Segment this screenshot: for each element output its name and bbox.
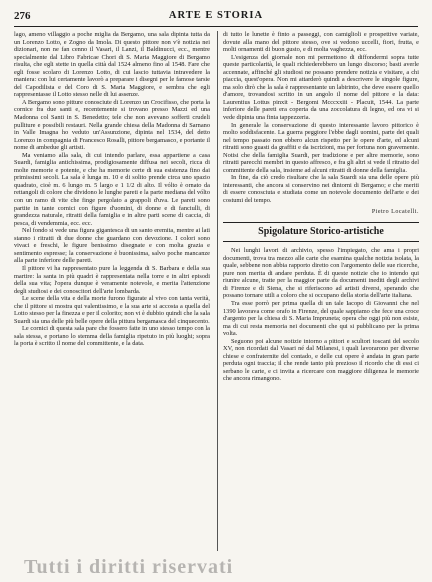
author-signature: Pietro Locatelli.	[371, 208, 419, 215]
paragraph: Nei lunghi lavori di archivio, spesso l'impiegato, che ama i propri documenti, trova tra mezzo alle carte che esamina qualche notizia isolata, la quale, sebbene non abbia rapporto diretto con l'argomento delle sue ricerche, pure non merita di andare perduta. È di queste notizie che io intendo qui riunire alcune, tratte per la maggior parte da documenti inediti degli archivi di Firenze e di Siena, che si riferiscono ad artisti diversi, sperando che possano tornare utili a coloro che si occupano della storia dell'arte italiana.	[223, 247, 419, 300]
header-rule	[14, 26, 418, 27]
paragraph: Le scene della vita e della morte furono figurate al vivo con tanta verità, che il pittore si mostra qui valentissimo, e la sua arte si accosta a quella del Lotto stesso per la finezza e per il colorito; non vi è dubbio quindi che la sala Suardi sia una delle più belle opere della pittura bergamasca del cinquecento.	[14, 295, 210, 325]
paragraph: lago, ameno villaggio a poche miglia da Bergamo, una sala dipinta tutta da un Lorenzo Lotto, e Zogno da Imola. Di questo pittore non v'è notizia nei dizionari, non ne fan cenno il Vasari, il Lanzi, il Baldinucci, ecc., mentre specialmente dal Libro Fabricae Chori di S. Maria Maggiore di Bergamo risulta, che egli stette in quella città dal 1524 almeno fino al 1548. Fare che egli fosse scolaro di Lorenzo Lotto, di cui lascio tuttavia intravedere la maniera: con lui certamente lavorò a preparare i disegni per le famose tarsie del Capodilista e del Coro di S. Maria Maggiore, e sembra che egli rappresentasse il Lotto stesso nelle di lui assenze.	[14, 31, 210, 99]
running-title: ARTE E STORIA	[168, 10, 264, 21]
section-title: Spigolature Storico-artistiche	[223, 222, 419, 242]
page-header	[14, 6, 418, 28]
left-column	[14, 31, 210, 551]
paragraph: A Bergamo sono pitture conosciute di Lorenzo un Crocifisso, che porta la cornice fra due santi e, recentemente si trovano presso Mazzi ed una Madonna col Santi in S. Benedetto; tele che non avevano sofferti crudeli pulliture e possibili restauri. Nella grande chiesa della Madonna di Sarnano in Valle Imagna ho veduto un'Assunzione, dipinta nel 1534, del detto Lorenzo in compagnia di Francesco Rosalli, pittore bergamasco, e portante il nome di ambedue gli artisti.	[14, 98, 210, 152]
paragraph: Le cornici di questa sala pare che fossero fatte in uno stesso tempo con la sala stessa, e portano lo stemma della famiglia ripetuto in più luoghi; sopra la porta è scritto il nome del committente, e la data.	[14, 325, 210, 348]
paragraph: di tutto le lunette è finto a passeggi, con camiglioli e prospettive variate, dovute alla mano del pittore stesso, ove si vedono uccelli, fiori, frutta, e molti ornamenti di buon gusto, e di molta vaghezza, ecc.	[223, 31, 419, 54]
paragraph: L'esigenza del giornale non mi permettono di diffondermi sopra tutte queste particolarità, le quali richiederebbero un lungo discorso; basti averle accennate, affinché gli studiosi ne possano prendere notizia e visitare, a chi piaccia, quest'opera. Non mi attarderò quindi a descrivere le singole figure, ma solo dirò che la sala è rappresentante un labirinto, che deve essere quello d'amore, trovandosi scritto in un angolo il nome del pittore e la data: Laurentius Lottus pinxit - Bergomi Mcccxxiii - Placuit, 1544. La parte inferiore delle pareti era coperta da una zoccolatura di legno, ed ora vi si vede dipinta una finta tappezzeria.	[223, 53, 419, 122]
page-number: 276	[14, 10, 31, 22]
paragraph: Il pittore vi ha rappresentato pure la leggenda di S. Barbara e della sua martire: la santa in più quadri è rappresentata nella torre e in altri episodi della sua vita; l'opera dunque è veramente notevole, e merita l'attenzione degli studiosi e dei conoscitori dell'arte lombarda.	[14, 264, 210, 295]
rights-watermark: Tutti i diritti riservati	[24, 556, 234, 578]
paragraph: Nel fondo si vede una figura gigantesca di un santo eremita, mentre ai lati stanno i ritratti di due donne che guardano con devozione. I colori sono vivaci e freschi, le figure benissimo disegnate e con molta grazia e sentimento espresse; la conservazione è buonissima, salvo poche mancanze alla parte inferiore delle pareti.	[14, 227, 210, 265]
paragraph: In generale la conservazione di questo interessante lavoro pittorico è molto soddisfacente. La guerra peggiore l'ebbe dagli uomini, parte dei quali nel tempo passato non ebbero alcun rispetto per le opere d'arte, ed alcuni ritratti sono guasti da graffiti e da iscrizioni, ma per fortuna non gravemente. Notisi che della famiglia Suardi, per tradizione e per altre memorie, sono ritratti parecchi membri in questo affresco, e fra gli altri si vede il ritratto del committente della sala, insieme ad alcuni ritratti di donne della famiglia.	[223, 121, 419, 174]
right-column	[223, 31, 419, 551]
paragraph: Ma veniamo alla sala, di cui intendo parlare, essa appartiene a casa Suardi, famiglia antichissima, prodigiosamente diffusa nei secoli, ricca di molte memorie e potente, e che ha memorie certe di sua esistenza fino dai primissimi secoli. La sala è lunga m. 10 e di solito prende circa uno spazio quadrato, cioè m. 6 lungo m. 5 largo e 1 1/2 di alto. Il vólto è ornato da rettangoli di colore che dividono le lunghe pareti e la parte mediana del vólto con un ramo di vite che finge pergolato a grappoli d'uva. Le pareti sono partite in tante cornici con figure d'uomini, di donne e di fanciulli, di grandezza naturale, ritratti della famiglia e in altre parti scene di caccia, di pesca, di vendemmia, ecc. ecc.	[14, 151, 210, 227]
column-divider	[217, 31, 218, 551]
paragraph: Seguono poi alcune notizie intorno a pittori e scultori toscani del secolo XV, non ricordati dal Vasari né dal Milanesi, i quali lavorarono per diverse chiese e confraternite del contado, e delle cui opere è andata in gran parte perduta ogni traccia; il che rende tanto più prezioso il ricordo che di essi ci serbano le carte, e ci invita a ricercare con maggiore diligenza le memorie che ancora rimangono.	[223, 337, 419, 383]
paragraph: In fine, da ciò credo risultare che la sala Suardi sia una delle opere più interessanti, che ancora si conservino nei dintorni di Bergamo; e che meriti di essere conosciuta e studiata come un notevole documento dell'arte e dei costumi del tempo.	[223, 174, 419, 205]
paragraph: Tra esse porrò per prima quella di un tale Iacopo di Giovanni che nel 1390 lavorava come orafo in Firenze, del quale sappiamo che fece una croce d'argento per la chiesa di S. Maria Impruneta; opera che oggi più non esiste, ma di cui resta memoria nei documenti che qui si pubblicano per la prima volta.	[223, 299, 419, 338]
